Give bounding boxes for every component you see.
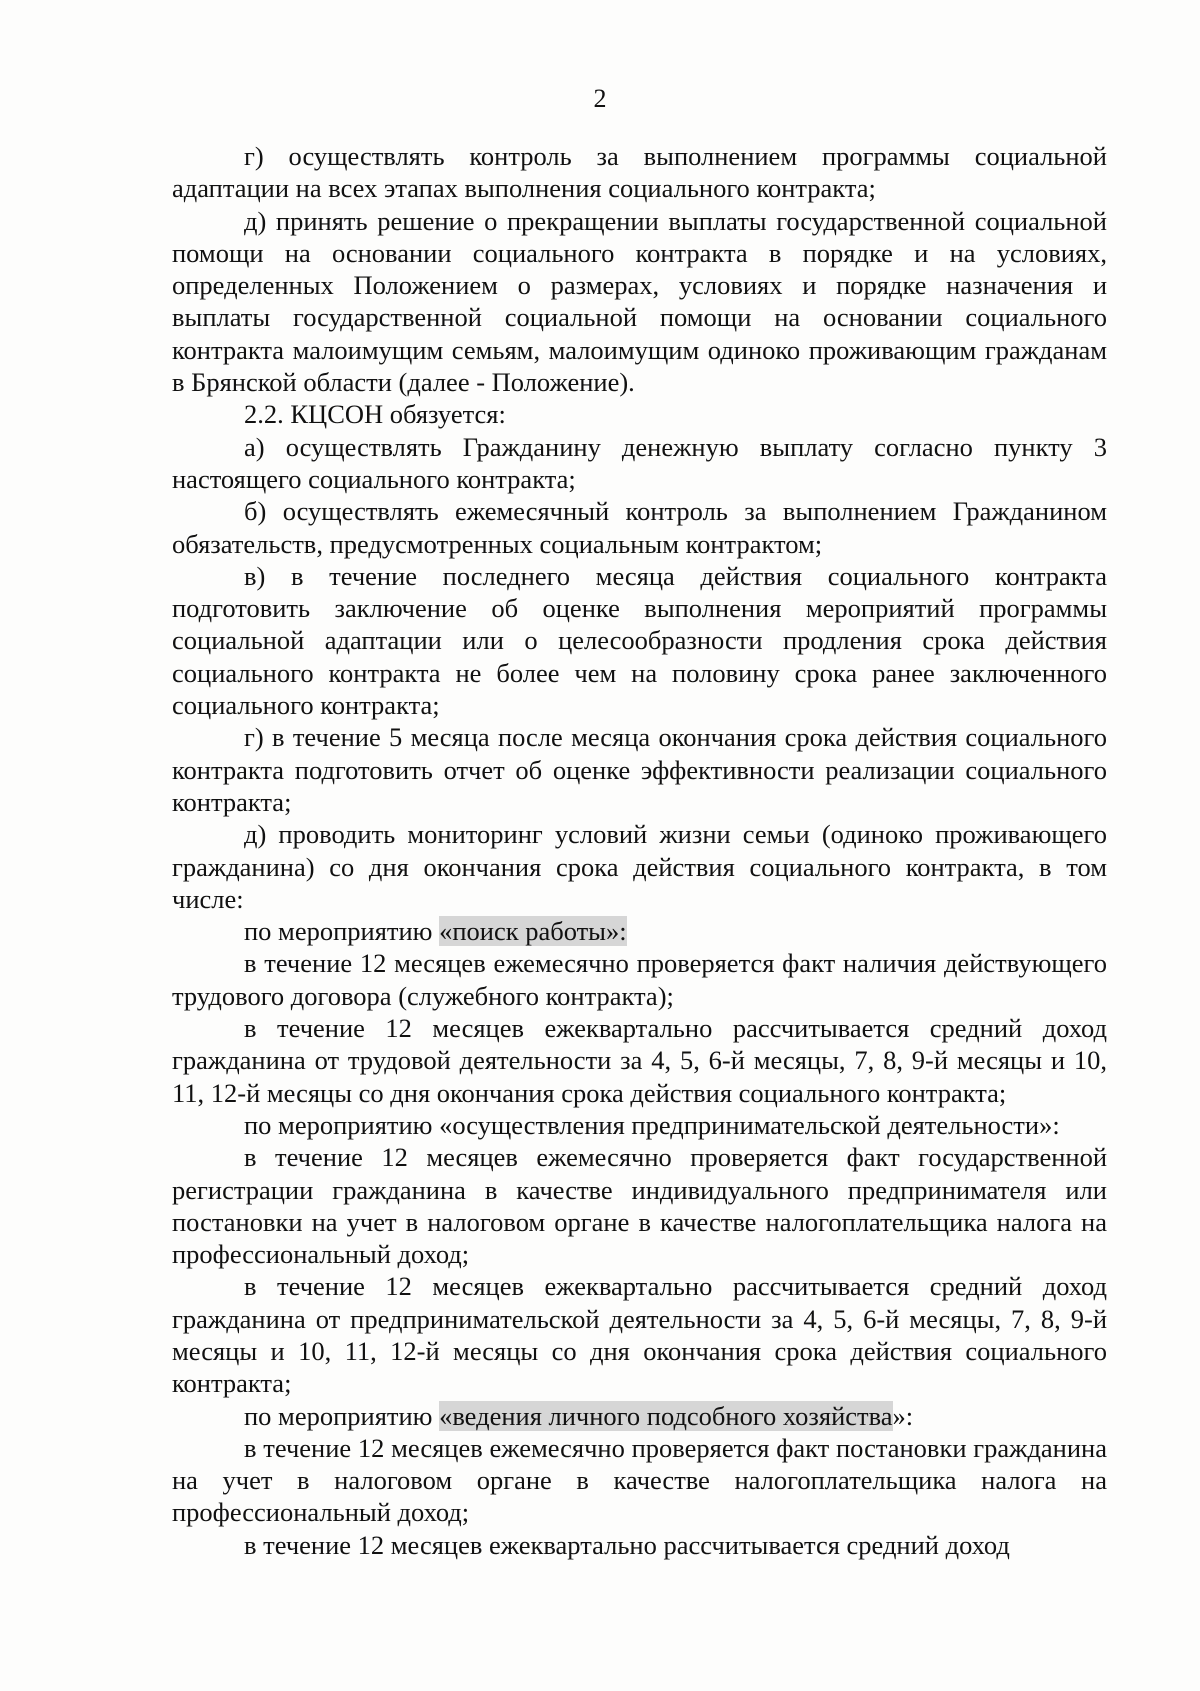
paragraph-d-termination: д) принять решение о прекращении выплаты государственной социальной помощи на основании социального контракта в порядке и на условиях, определенных Положением о размерах, условиях и порядке назначения и выплаты государственной социальной помощи на основании социального контракта малоимущим семьям, малоимущим одиноко проживающим гражданам в Брянской области (далее - Положение). <box>172 205 1107 398</box>
section-heading-2-2: 2.2. КЦСОН обязуется: <box>244 399 506 430</box>
paragraph-employment-income: в течение 12 месяцев ежеквартально рассчитывается средний доход гражданина от трудовой деятельности за 4, 5, 6-й месяцы, 7, 8, 9-й месяцы и 10, 11, 12-й месяцы со дня окончания срока действия социального контракта; <box>172 1013 1107 1108</box>
highlighted-measure: «поиск работы»: <box>439 916 627 947</box>
paragraph-g-report: г) в течение 5 месяца после месяца окончания срока действия социального контракта подготовить отчет об оценке эффективности реализации социального контракта; <box>172 722 1107 817</box>
paragraph-d-monitoring: д) проводить мониторинг условий жизни семьи (одиноко проживающего гражданина) со дня окончания срока действия социального контракта, в том числе: <box>172 819 1107 914</box>
paragraph-job-search-heading <box>172 915 1107 947</box>
paragraph-business-heading: по мероприятию «осуществления предпринимательской деятельности»: <box>244 1109 1060 1140</box>
paragraph-household-heading <box>172 1400 1107 1432</box>
paragraph-prefix: по мероприятию <box>244 1400 440 1431</box>
paragraph-g-control: г) осуществлять контроль за выполнением программы социальной адаптации на всех этапах выполнения социального контракта; <box>172 141 1107 204</box>
paragraph-employment-check: в течение 12 месяцев ежемесячно проверяется факт наличия действующего трудового договора (служебного контракта); <box>172 948 1107 1011</box>
paragraph-business-income: в течение 12 месяцев ежеквартально рассчитывается средний доход гражданина от предпринимательской деятельности за 4, 5, 6-й месяцы, 7, 8, 9-й месяцы и 10, 11, 12-й месяцы со дня окончания срока действия социального контракта; <box>172 1271 1107 1399</box>
paragraph-prefix: по мероприятию <box>244 916 440 947</box>
paragraph-business-registration: в течение 12 месяцев ежемесячно проверяется факт государственной регистрации гражданина в качестве индивидуального предпринимателя или постановки на учет в налоговом органе в качестве налогоплательщика налога на профессиональный доход; <box>172 1142 1107 1270</box>
paragraph-v-conclusion: в) в течение последнего месяца действия социального контракта подготовить заключение об оценке выполнения мероприятий программы социальной адаптации или о целесообразности продления срока действия социального контракта не более чем на половину срока ранее заключенного социального контракта; <box>172 560 1107 721</box>
highlighted-measure: «ведения личного подсобного хозяйства <box>439 1400 893 1431</box>
page-number: 2 <box>593 84 607 113</box>
document-body <box>172 140 1107 1561</box>
paragraph-household-registration: в течение 12 месяцев ежемесячно проверяется факт постановки гражданина на учет в налоговом органе в качестве налогоплательщика налога на профессиональный доход; <box>172 1432 1107 1528</box>
paragraph-a-payment: а) осуществлять Гражданину денежную выплату согласно пункту 3 настоящего социального контракта; <box>172 431 1107 494</box>
paragraph-household-income: в течение 12 месяцев ежеквартально рассчитывается средний доход <box>244 1529 1010 1560</box>
paragraph-suffix: »: <box>892 1400 914 1431</box>
paragraph-b-monthly-control: б) осуществлять ежемесячный контроль за выполнением Гражданином обязательств, предусмотренных социальным контрактом; <box>172 496 1107 559</box>
